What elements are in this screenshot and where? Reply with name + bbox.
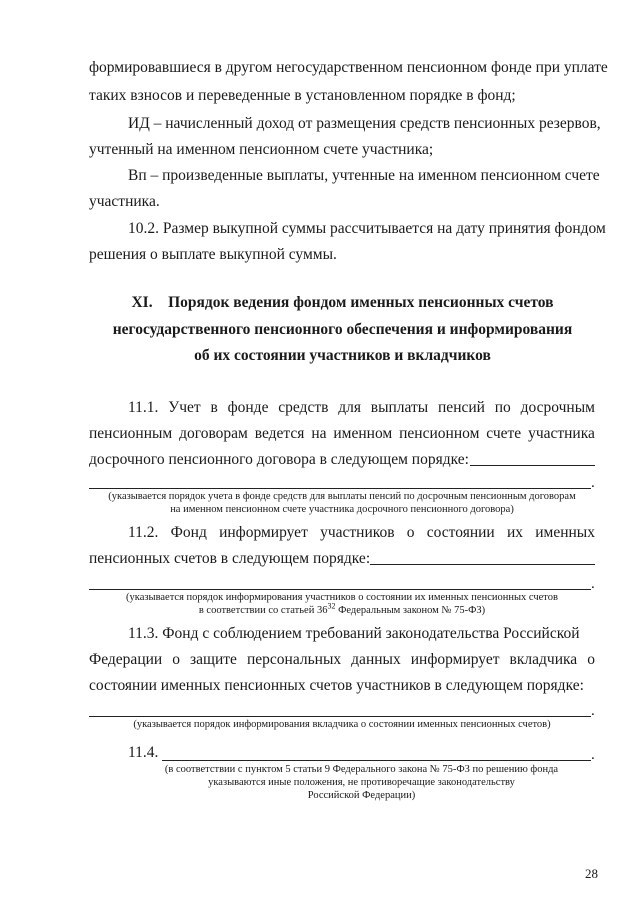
footnote-line: Российской Федерации) [307, 790, 416, 801]
clause-11-1-line: пенсионным договорам ведется на именном пенсионном счете участника [89, 425, 595, 442]
terminal-dot: . [591, 703, 595, 719]
paragraph-line: Вп – произведенные выплаты, учтенные на именном пенсионном счете [128, 167, 600, 184]
terminal-dot: . [591, 747, 595, 763]
terminal-dot: . [591, 475, 595, 491]
paragraph-line: ИД – начисленный доход от размещения средств пенсионных резервов, [128, 115, 601, 132]
fill-in-blank[interactable] [89, 589, 591, 590]
paragraph-line: решения о выплате выкупной суммы. [89, 246, 337, 263]
fill-in-blank[interactable] [89, 716, 591, 717]
footnote-line: (указывается порядок учета в фонде средств для выплаты пенсий по досрочным пенсионным договорам [108, 491, 576, 502]
footnote-line: указываются иные положения, не противоречащие законодательству [208, 777, 515, 788]
footnote-line: (указывается порядок информирования вкладчика о состоянии именных пенсионных счетов) [133, 719, 551, 730]
clause-11-3-line: 11.3. Фонд с соблюдением требований законодательства Российской [128, 625, 580, 642]
section-title-line: об их состоянии участников и вкладчиков [194, 347, 491, 364]
section-heading [90, 293, 595, 313]
footnote-line: на именном пенсионном счете участника досрочного пенсионного договора) [170, 504, 514, 515]
clause-11-2-line: пенсионных счетов в следующем порядке: [89, 550, 371, 567]
fill-in-blank[interactable] [370, 564, 595, 565]
clause-11-2-line: 11.2. Фонд информирует участников о состоянии их именных [128, 524, 595, 541]
paragraph-line: учтенный на именном пенсионном счете участника; [89, 141, 434, 158]
page-number: 28 [585, 866, 598, 881]
fill-in-blank[interactable] [470, 465, 595, 466]
clause-11-3-line: состоянии именных пенсионных счетов участников в следующем порядке: [89, 677, 584, 694]
clause-11-1-line: досрочного пенсионного договора в следующем порядке: [89, 451, 469, 468]
terminal-dot: . [591, 576, 595, 592]
clause-11-1-line: 11.1. Учет в фонде средств для выплаты пенсий по досрочным [128, 399, 595, 416]
fill-in-blank[interactable] [89, 488, 591, 489]
paragraph-line: формировавшиеся в другом негосударственном пенсионном фонде при уплате [89, 59, 608, 76]
clause-11-4-label: 11.4. [128, 744, 159, 761]
section-title-line: Порядок ведения фондом именных пенсионных счетов [168, 294, 554, 311]
paragraph-line: участника. [89, 193, 160, 210]
clause-11-3-line: Федерации о защите персональных данных информирует вкладчика о [89, 651, 595, 668]
footnote-line: (в соответствии с пунктом 5 статьи 9 Федерального закона № 75-ФЗ по решению фонда [164, 764, 559, 775]
fill-in-blank[interactable] [162, 760, 591, 761]
footnote-line: (указывается порядок информирования участников о состоянии их именных пенсионных счетов [126, 592, 558, 603]
section-title-line: негосударственного пенсионного обеспечения и информирования [112, 321, 573, 338]
paragraph-line: таких взносов и переведенные в установленном порядке в фонд; [89, 87, 516, 104]
paragraph-line: 10.2. Размер выкупной суммы рассчитывается на дату принятия фондом [128, 220, 606, 237]
footnote-line: в соответствии со статьей $36^{32}$ Федеральным законом № 75-ФЗ) [198, 601, 486, 616]
section-number: XI. [131, 294, 153, 311]
